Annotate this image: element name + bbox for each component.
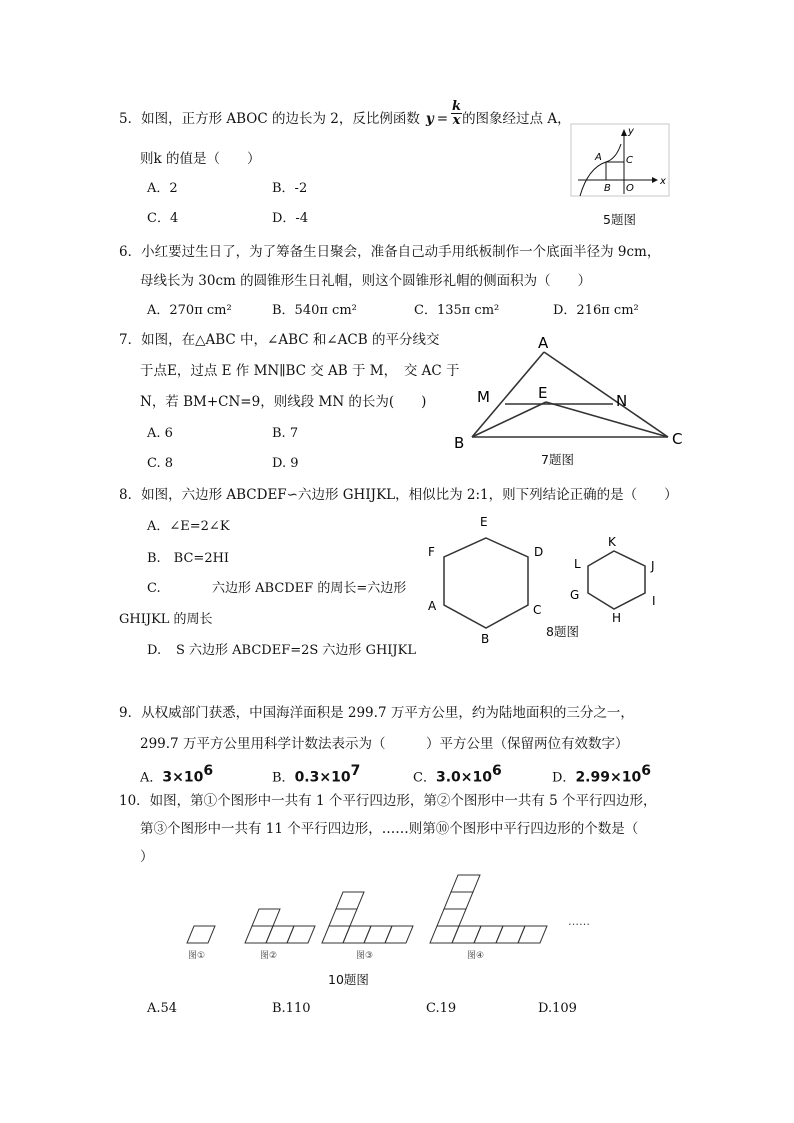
q7-label-m: M	[477, 388, 490, 406]
q9-option-c	[413, 763, 502, 787]
q7-caption: 7题图	[541, 452, 574, 467]
q8-hex2-label-l: L	[574, 557, 581, 571]
q7-label-a: A	[538, 334, 549, 352]
q8-hex1-label-a: A	[428, 599, 437, 613]
q10-fig4-cell	[452, 926, 481, 943]
q5-frac-num: k	[452, 99, 462, 114]
q8-hex2-label-i: I	[652, 594, 656, 608]
q10-fig-label-3: 图③	[356, 951, 374, 961]
q10-fig3-cell	[322, 926, 350, 943]
q7-side-ac	[544, 352, 668, 437]
q10-fig4-cell	[496, 926, 525, 943]
q9-option-b-base: 0.3×10	[294, 769, 351, 786]
q10-fig3-cell	[385, 926, 413, 943]
q6-stem-line2: 母线长为 30cm 的圆锥形生日礼帽，则这个圆锥形礼帽的侧面积为（ ）	[140, 273, 592, 289]
q10-fig2-cell	[287, 926, 315, 943]
q8-option-d-label: D.	[147, 643, 162, 658]
q7-option-b: B. 7	[272, 426, 299, 441]
q5-func-eq: =	[436, 111, 449, 127]
q10-figure-3	[322, 892, 413, 943]
q10-fig2-cell	[266, 926, 294, 943]
q7-option-c: C. 8	[147, 456, 174, 471]
q5-figure-border	[571, 124, 669, 196]
q5-option-b: B．-2	[272, 181, 308, 196]
q10-stem-line2: 第③个图形中一共有 11 个平行四边形，……则第⑩个图形中平行四边形的个数是（	[140, 821, 639, 837]
q8-hex1-label-d: D	[534, 545, 544, 559]
q5-square	[606, 162, 624, 180]
q7-stem-line2: 于点E，过点 E 作 MN∥BC 交 AB 于 M， 交 AC 于	[140, 363, 460, 379]
q10-fig2-cell	[252, 909, 280, 926]
q7-stem-line3: N，若 BM+CN=9，则线段 MN 的长为( )	[140, 394, 427, 410]
q10-option-c: C.19	[426, 1001, 457, 1016]
q10-option-a: A.54	[147, 1001, 178, 1016]
q10-fig4-cell	[430, 926, 459, 943]
q8-option-d-text: S 六边形 ABCDEF=2S 六边形 GHIJKL	[176, 643, 416, 658]
q10-fig-label-4: 图④	[467, 951, 485, 961]
q7-label-n: N	[616, 392, 628, 410]
q8-hex1-label-b: B	[481, 632, 490, 646]
q8-stem-line1: 8．如图，六边形 ABCDEF∽六边形 GHIJKL，相似比为 2:1，则下列结论正确的是（ ）	[119, 487, 678, 503]
q7-bisector-b	[472, 402, 546, 437]
q9-option-d-exp: 6	[641, 763, 651, 779]
q5-figure	[570, 122, 670, 198]
q8-hex1-label-f: F	[428, 545, 435, 559]
q5-stem-a: 5．如图，正方形 ABOC 的边长为 2，反比例函数	[119, 111, 420, 127]
q5-label-c: C	[626, 155, 633, 166]
q8-option-a: A．∠E=2∠K	[147, 519, 230, 534]
q9-option-b	[272, 763, 360, 787]
q10-fig-label-1: 图①	[188, 951, 206, 961]
q7-option-a: A. 6	[147, 426, 173, 441]
q10-fig4-cell	[451, 875, 480, 892]
q6-option-b: B．540π cm²	[272, 303, 357, 318]
q5-label-x: x	[660, 176, 666, 187]
q10-fig4-cell	[518, 926, 547, 943]
q8-hex2-label-h: H	[612, 611, 622, 625]
q5-stem-line1	[119, 99, 571, 128]
q9-stem-line1: 9．从权威部门获悉，中国海洋面积是 299.7 万平方公里，约为陆地面积的三分之一，	[119, 705, 634, 721]
q8-hex2-label-k: K	[608, 535, 616, 549]
q7-label-e: E	[538, 384, 548, 402]
q10-stem-line3: ）	[140, 849, 154, 865]
q5-option-d: D．-4	[272, 211, 309, 226]
q8-option-c-label: C.	[147, 581, 161, 596]
q6-stem-line1: 6．小红要过生日了，为了筹备生日聚会，准备自己动手用纸板制作一个底面半径为 9cm，	[119, 244, 661, 260]
q10-caption: 10题图	[328, 972, 369, 987]
q10-option-b: B.110	[272, 1001, 311, 1016]
q9-option-a-base: 3×10	[162, 769, 204, 786]
q8-hexagon-abcdef	[444, 538, 528, 628]
q5-stem-b: 的图象经过点 A，	[462, 111, 571, 127]
q5-option-a: A．2	[147, 181, 178, 196]
q10-figure-1	[187, 926, 215, 943]
q7-stem-line1: 7．如图，在△ABC 中，∠ABC 和∠ACB 的平分线交	[119, 332, 440, 348]
q9-option-d	[552, 763, 651, 787]
q10-stem-line1: 10．如图，第①个图形中一共有 1 个平行四边形，第②个图形中一共有 5 个平行四边形，	[119, 793, 657, 809]
q9-option-c-exp: 6	[491, 763, 502, 779]
q10-fig3-cell	[343, 926, 371, 943]
q7-option-d: D. 9	[272, 456, 299, 471]
q9-option-d-label: D．	[552, 770, 576, 786]
q10-fig3-cell	[336, 892, 364, 909]
q9-option-a-exp: 6	[203, 763, 214, 779]
q5-y-arrow	[621, 129, 627, 136]
q5-x-arrow	[652, 177, 658, 183]
q9-option-b-exp: 7	[350, 763, 361, 779]
q9-option-c-base: 3.0×10	[435, 769, 492, 786]
q7-bisector-c	[546, 402, 668, 437]
q10-option-d: D.109	[538, 1001, 577, 1016]
q5-frac-den: x	[452, 113, 461, 128]
q9-option-b-label: B．	[272, 770, 295, 786]
q9-option-a	[140, 763, 213, 787]
q5-label-y: y	[628, 126, 634, 137]
q5-label-a: A	[595, 152, 602, 163]
q10-fig4-cell	[474, 926, 503, 943]
q7-label-c: C	[672, 430, 683, 448]
q5-stem-line2: 则k 的值是（ ）	[140, 151, 261, 167]
q5-fraction	[451, 100, 462, 127]
q10-figure	[175, 868, 605, 963]
q10-figure-2	[245, 909, 315, 943]
q10-fig1-parallelogram	[187, 926, 215, 943]
q8-caption: 8题图	[546, 624, 579, 639]
q10-fig2-cell	[245, 926, 273, 943]
q9-option-c-label: C．	[413, 770, 436, 786]
q9-option-d-base: 2.99×10	[575, 769, 642, 786]
q8-hex2-label-j: J	[651, 559, 655, 573]
q8-figure	[420, 510, 670, 650]
q10-fig4-cell	[437, 909, 466, 926]
q5-label-b: B	[604, 183, 611, 194]
q7-label-b: B	[454, 434, 465, 452]
q6-option-d: D．216π cm²	[553, 303, 639, 318]
q10-fig4-cell	[444, 892, 473, 909]
q10-fig-label-2: 图②	[260, 951, 278, 961]
q6-option-c: C．135π cm²	[414, 303, 500, 318]
q5-caption: 5题图	[603, 212, 636, 227]
q10-fig3-cell	[329, 909, 357, 926]
q8-option-c-text2: GHIJKL 的周长	[119, 612, 213, 627]
q10-dots: ……	[568, 915, 590, 928]
q8-option-c-text: 六边形 ABCDEF 的周长=六边形	[212, 581, 407, 596]
q9-stem-line2: 299.7 万平方公里用科学计数法表示为（ ）平方公里（保留两位有效数字）	[140, 736, 629, 752]
q6-option-a: A．270π cm²	[147, 303, 232, 318]
q8-hexagon-ghijkl	[588, 551, 645, 609]
q5-label-o: O	[626, 183, 634, 194]
q8-hex1-label-c: C	[533, 603, 542, 617]
q5-func-y: y	[425, 111, 434, 127]
q9-option-a-label: A．	[140, 770, 163, 786]
q5-option-c: C．4	[147, 211, 179, 226]
q7-figure	[450, 332, 690, 452]
q10-fig3-cell	[364, 926, 392, 943]
q10-figure-4	[430, 875, 547, 943]
q8-option-b: B. BC=2HI	[147, 551, 230, 566]
q8-hex2-label-g: G	[570, 588, 580, 602]
q8-hex1-label-e: E	[480, 515, 488, 529]
